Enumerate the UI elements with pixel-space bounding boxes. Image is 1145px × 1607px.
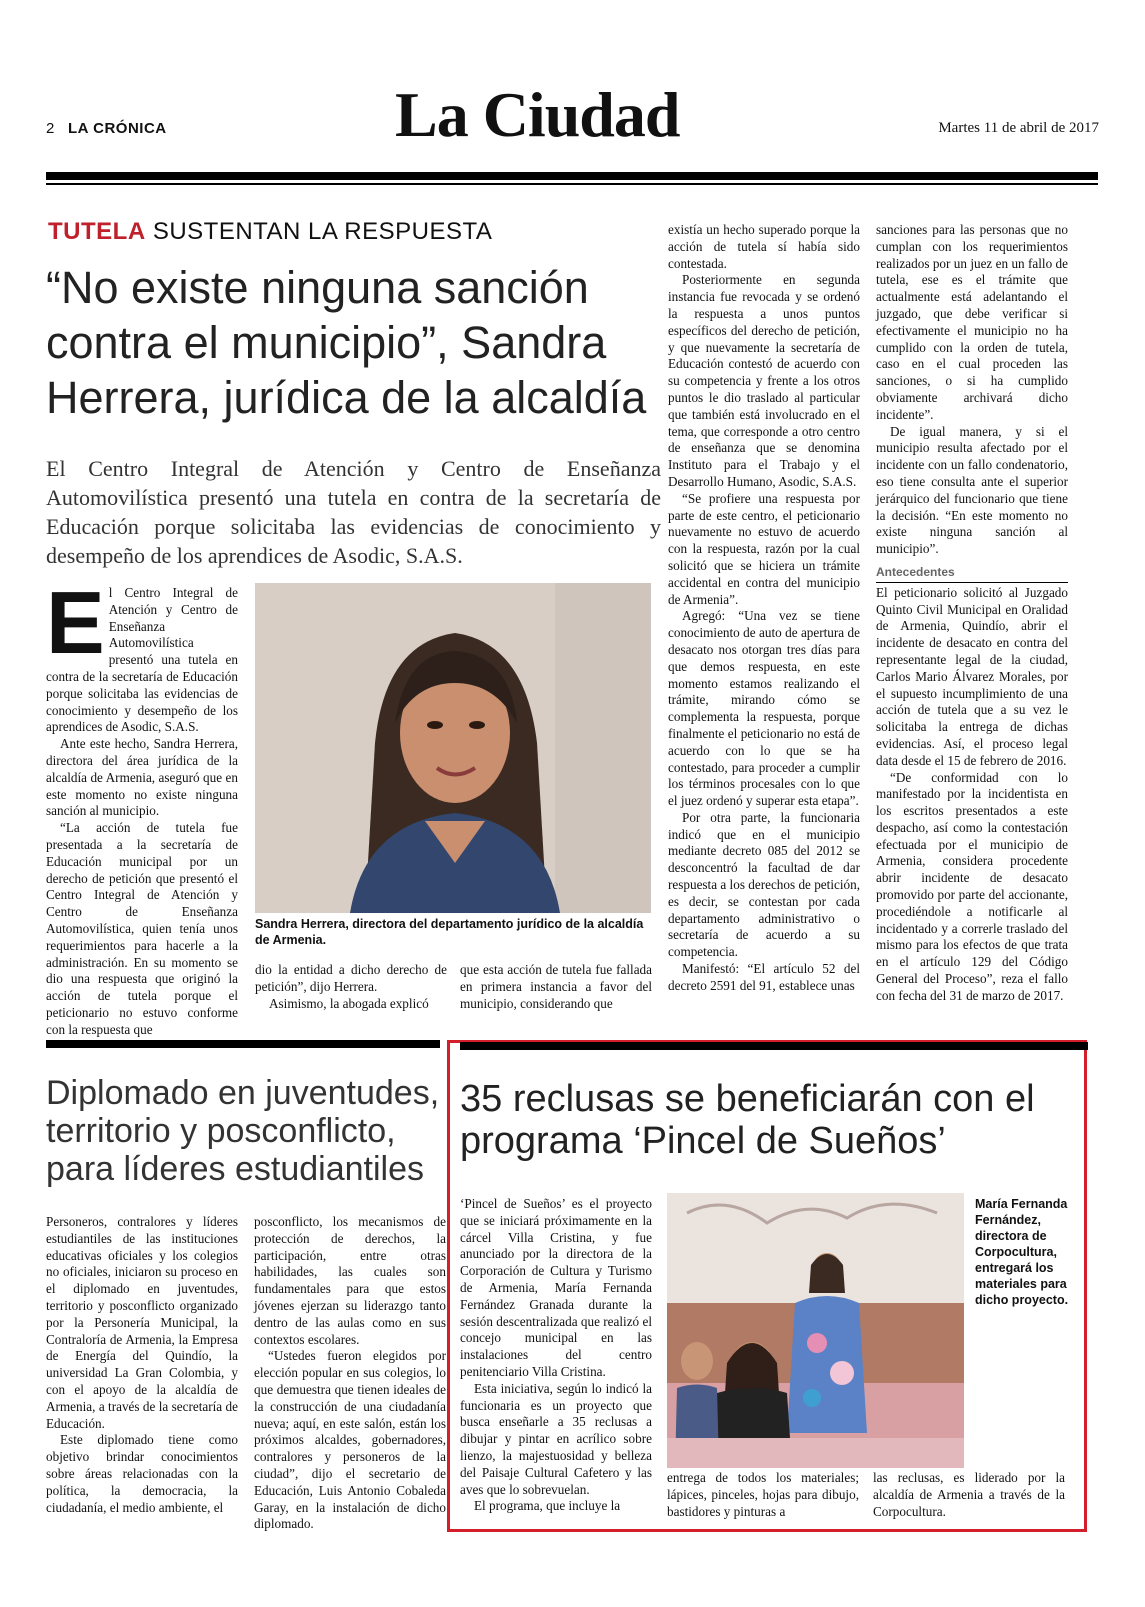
- main-deck: El Centro Integral de Atención y Centro de Enseñanza Automovilística presentó una tutela en contra de la secretaría de Educación porque solicitaba las evidencias de conocimiento y desempeño de los aprendices de Asodic, S.A.S.: [46, 456, 661, 568]
- section-title: La Ciudad: [395, 79, 680, 150]
- paragraph: que esta acción de tutela fue fallada en primera instancia a favor del municipio, considerando que: [460, 962, 652, 1011]
- paragraph: ‘Pincel de Sueños’ es el proyecto que se iniciará próximamente en la cárcel Villa Cristina, y fue anunciado por la directora de la Corporación de Cultura y Turismo de Armenia, María Fernanda Fernández Granada durante la sesión descentralizada que realizó el concejo municipal en las instalaciones del centro penitenciario Villa Cristina.: [460, 1196, 652, 1379]
- photo-caption-2: María Fernanda Fernández, directora de Corpocultura, entregará los materiales para dicho proyecto.: [975, 1197, 1069, 1307]
- pincel-column-1: [460, 1196, 652, 1515]
- diplomado-column-2: [254, 1214, 446, 1533]
- pincel-headline: 35 reclusas se beneficiarán con el programa ‘Pincel de Sueños’: [460, 1078, 1035, 1162]
- diplomado-column-1: [46, 1214, 238, 1516]
- paragraph: Ante este hecho, Sandra Herrera, directora del área jurídica de la alcaldía de Armenia, aseguró que en este momento no existe ninguna sanción al municipio.: [46, 736, 238, 819]
- paragraph: De igual manera, y si el municipio resulta afectado por el incidente con un fallo condenatorio, eso tiene consulta ante el superior jerárquico del funcionario que tiene la decisión. “En este momento no existe ninguna sanción al municipio”.: [876, 423, 1068, 557]
- paragraph: “De conformidad con lo manifestado por la incidentista en los escritos presentados a este despacho, así como la contestación efectuada por el municipio de Armenia, considera procedente abrir incidente de desacato promovido por parte del accionante, procediéndole a notificarle al incidentado y a correrle traslado del mismo para los efectos de que trata en el artículo 129 del Código General del Proceso”, reza el fallo con fecha del 31 de marzo de 2017.: [876, 769, 1068, 1003]
- maria-fernanda-photo: [667, 1193, 964, 1468]
- paragraph: Este diplomado tiene como objetivo brindar conocimientos sobre áreas relacionadas con la política, la democracia, la ciudadanía, el medio ambiente, el: [46, 1432, 238, 1515]
- page-number: 2: [46, 120, 55, 137]
- paragraph: dio la entidad a dicho derecho de petición”, dijo Herrera.: [255, 962, 447, 994]
- main-column-1: [46, 573, 238, 1039]
- issue-date: Martes 11 de abril de 2017: [938, 120, 1099, 136]
- dropcap: E: [46, 573, 105, 672]
- paragraph: El peticionario solicitó al Juzgado Quinto Civil Municipal en Oralidad de Armenia, Quindío, abrir el incidente de desacato en contra del representante legal de la ciudad, Carlos Mario Álvarez Morales, por el supuesto incumplimiento de una acción de tutela que a su vez le solicitaba la entrega de dichas evidencias. Así, el proceso legal data desde el 15 de febrero de 2016.: [876, 584, 1068, 768]
- newspaper-name: LA CRÓNICA: [68, 120, 167, 137]
- paragraph: Esta iniciativa, según lo indicó la funcionaria es un proyecto que busca enseñarle a 35 reclusas a dibujar y pintar en acrílico sobre lienzo, la majestuosidad y belleza del Paisaje Cultural Cafetero y las aves que lo sobrevuelan.: [460, 1380, 652, 1497]
- subhead-antecedentes: Antecedentes: [876, 564, 1068, 583]
- paragraph: Manifestó: “El artículo 52 del decreto 2591 del 91, establece unas: [668, 961, 860, 993]
- paragraph: Asimismo, la abogada explicó: [269, 995, 429, 1011]
- pincel-rule: [460, 1042, 1088, 1050]
- main-column-3: [460, 962, 652, 1012]
- diplomado-headline: Diplomado en juventudes, territorio y posconflicto, para líderes estudiantiles: [46, 1074, 440, 1188]
- header-rule-thin: [46, 183, 1098, 185]
- main-column-2: [255, 962, 447, 1012]
- paragraph: las reclusas, es liderado por la alcaldía de Armenia a través de la Corpocultura.: [873, 1470, 1065, 1519]
- kicker-label: TUTELA: [48, 218, 146, 245]
- paragraph: entrega de todos los materiales; lápices, pinceles, hojas para dibujo, bastidores y pinturas a: [667, 1470, 859, 1519]
- paragraph: “La acción de tutela fue presentada a la secretaría de Educación municipal por un derecho de petición que presentó el Centro Integral de Atención y Centro de Enseñanza Automovilística, quien tenía unos requerimientos para hacerle a la administración. En su momento se dio una respuesta que originó la acción de tutela porque el peticionario no estuvo conforme con la respuesta que: [46, 820, 238, 1037]
- main-headline: “No existe ninguna sanción contra el municipio”, Sandra Herrera, jurídica de la alcaldía: [46, 262, 647, 423]
- main-column-5: [876, 222, 1068, 1005]
- pincel-column-3: [873, 1470, 1065, 1520]
- paragraph: Personeros, contralores y líderes estudiantiles de las instituciones educativas oficiales y los colegios no oficiales, iniciaron su proceso en el diplomado en juventudes, territorio y posconflicto organizado por la Personería Municipal, la Contraloría de Armenia, la Empresa de Energía del Quindío, la universidad La Gran Colombia, y con el apoyo de la alcaldía de Armenia, a través de la secretaría de Educación.: [46, 1214, 238, 1431]
- paragraph: l Centro Integral de Atención y Centro de Enseñanza Automovilística presentó una tutela en contra de la secretaría de Educación porque solicitaba las evidencias de conocimiento y desempeño de los aprendices de Asodic, S.A.S.: [46, 585, 238, 735]
- diplomado-rule: [46, 1040, 440, 1048]
- sandra-herrera-photo: [255, 583, 651, 913]
- paragraph: posconflicto, los mecanismos de protección de derechos, la participación, entre otras habilidades, las cuales son fundamentales para que estos jóvenes ejerzan su liderazgo tanto dentro de las aulas como en sus contextos escolares.: [254, 1214, 446, 1347]
- paragraph: sanciones para las personas que no cumplan con los requerimientos realizados por un juez en un fallo de tutela, ese es el trámite que actualmente está adelantando el juzgado, que debe verificar si efectivamente el municipio no ha cumplido con la orden de tutela, caso en el cual proceden las sanciones, o si ha cumplido obviamente archivará dicho incidente”.: [876, 222, 1068, 422]
- paragraph: El programa, que incluye la: [474, 1498, 621, 1514]
- main-column-4: [668, 222, 860, 995]
- header-rule-thick: [46, 172, 1098, 180]
- pincel-column-2: [667, 1470, 859, 1520]
- paragraph: existía un hecho superado porque la acción de tutela sí había sido contestada.: [668, 222, 860, 271]
- paragraph: Agregó: “Una vez se tiene conocimiento de auto de apertura de desacato nos otorgan tres días para que demos respuesta, en este momento estamos realizando el trámite, mirando cómo se complementa la respuesta, porque finalmente el peticionario no está de acuerdo con lo que se ha contestado, para proceder a cumplir los términos procesales con lo que el juez ordenó y superar esta etapa”.: [668, 608, 860, 809]
- paragraph: Por otra parte, la funcionaria indicó que en el municipio mediante decreto 085 del 2012 se desconcentró la facultad de dar respuesta a los derechos de petición, es decir, se contestan por cada departamento administrativo o secretaría de acuerdo a su competencia.: [668, 809, 860, 960]
- paragraph: “Ustedes fueron elegidos por elección popular en sus colegios, lo que demuestra que tienen ideales de la construcción de una ciudadanía nueva; aquí, en este salón, están los próximos alcaldes, gobernadores, contralores y personeros de la ciudad”, dijo el secretario de Educación, Luis Antonio Cobaleda Garay, en la instalación de dicho diplomado.: [254, 1348, 446, 1532]
- kicker-text: SUSTENTAN LA RESPUESTA: [145, 218, 493, 245]
- paragraph: “Se profiere una respuesta por parte de este centro, el peticionario nuevamente no estuvo de acuerdo con la respuesta, razón por la cual solicitó que se hiciera un trámite accidental en contra del municipio de Armenia”.: [668, 490, 860, 607]
- photo-caption: Sandra Herrera, directora del departamento jurídico de la alcaldía de Armenia.: [255, 917, 644, 947]
- paragraph: Posteriormente en segunda instancia fue revocada y se ordenó la respuesta a unos puntos específicos del derecho de petición, y que nuevamente la secretaría de Educación contestó de acuerdo con su competencia y frente a los otros puntos le dio traslado al particular que también está involucrado en el tema, que corresponde a otro centro de enseñanza que se denomina Instituto para el Trabajo y el Desarrollo Humano, Asodic, S.A.S.: [668, 272, 860, 489]
- article-kicker: [48, 218, 492, 246]
